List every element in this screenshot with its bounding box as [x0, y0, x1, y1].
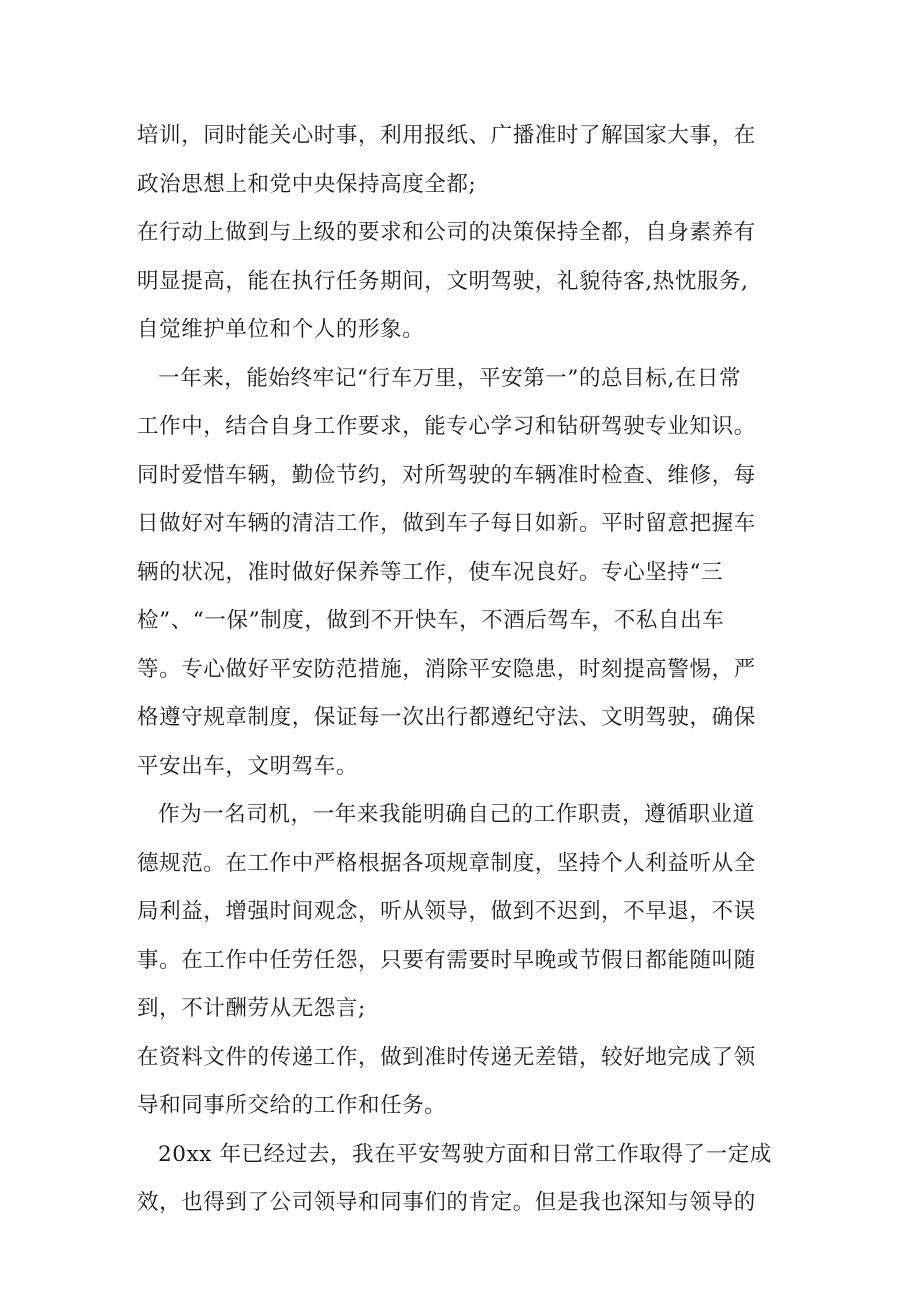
- text-line: 等。专心做好平安防范措施，消除平安隐患，时刻提高警惕，严: [137, 656, 756, 682]
- paragraph-start-line: 作为一名司机，一年来我能明确自己的工作职责，遵循职业道: [158, 802, 755, 827]
- text-line: 在行动上做到与上级的要求和公司的决策保持全都，自身素养有: [137, 220, 756, 245]
- paragraph-start-line: 一年来，能始终牢记“行车万里，平安第一”的总目标,在日常: [158, 365, 742, 391]
- document-body: [137, 112, 797, 1228]
- text-line: 事。在工作中任劳任怨，只要有需要时早晚或节假日都能随叫随: [137, 947, 756, 973]
- text-line: 培训，同时能关心时事，利用报纸、广播准时了解国家大事，在: [137, 123, 756, 148]
- text-line: 政治思想上和党中央保持高度全都;: [137, 171, 477, 197]
- text-line: 同时爱惜车辆，勤俭节约，对所驾驶的车辆准时检查、维修，每: [137, 462, 756, 488]
- text-line: 辆的状况，准时做好保养等工作，使车况良好。专心坚持“三: [137, 559, 724, 585]
- text-line: 导和同事所交给的工作和任务。: [137, 1093, 447, 1118]
- text-line: 工作中，结合自身工作要求，能专心学习和钻研驾驶专业知识。: [137, 414, 756, 439]
- text-line: 明显提高，能在执行任务期间，文明驾驶，礼貌待客,热忱服务,: [137, 268, 749, 294]
- text-line: 自觉维护单位和个人的形象。: [137, 317, 425, 342]
- text-line: 到，不计酬劳从无怨言;: [137, 996, 366, 1021]
- text-line: 日做好对车辆的清洁工作，做到车子每日如新。平时留意把握车: [137, 511, 756, 536]
- text-line: 格遵守规章制度，保证每一次出行都遵纪守法、文明驾驶，确保: [137, 705, 756, 730]
- paragraph-start-line: 20xx 年已经过去，我在平安驾驶方面和日常工作取得了一定成: [158, 1141, 772, 1167]
- text-line: 检”、“一保”制度，做到不开快车，不酒后驾车，不私自出车: [137, 608, 725, 633]
- text-line: 效，也得到了公司领导和同事们的肯定。但是我也深知与领导的: [137, 1190, 756, 1215]
- text-line: 平安出车，文明驾车。: [137, 753, 359, 779]
- text-line: 局利益，增强时间观念，听从领导，做到不迟到，不早退，不误: [137, 899, 756, 924]
- text-line: 德规范。在工作中严格根据各项规章制度，坚持个人利益听从全: [137, 850, 756, 876]
- text-line: 在资料文件的传递工作，做到准时传递无差错，较好地完成了领: [137, 1044, 756, 1070]
